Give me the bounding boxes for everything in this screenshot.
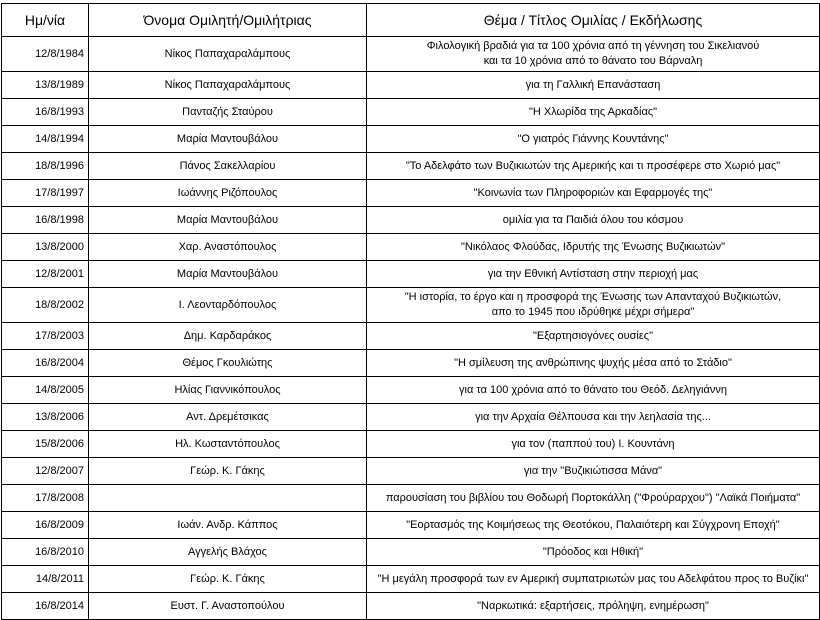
table-row xyxy=(2,458,820,485)
topic-cell xyxy=(367,99,820,126)
speaker-cell: Μαρία Μαντουβάλου xyxy=(89,207,367,234)
date-cell: 16/8/2014 xyxy=(2,593,89,620)
topic-cell xyxy=(367,126,820,153)
topic-cell xyxy=(367,153,820,180)
topic-cell xyxy=(367,288,820,323)
table-body xyxy=(2,37,820,620)
date-cell: 17/8/1997 xyxy=(2,180,89,207)
date-cell: 12/8/1984 xyxy=(2,37,89,72)
date-cell: 17/8/2003 xyxy=(2,323,89,350)
date-cell: 16/8/2009 xyxy=(2,512,89,539)
speaker-cell: Πανταζής Σταύρου xyxy=(89,99,367,126)
date-cell: 16/8/2010 xyxy=(2,539,89,566)
topic-line: "Ο γιατρός Γιάννης Κουντάνης" xyxy=(517,132,669,145)
speaker-column-header: Όνομα Ομιλητή/Ομιλήτριας xyxy=(89,4,367,37)
table-row xyxy=(2,377,820,404)
table-row xyxy=(2,512,820,539)
table-row xyxy=(2,153,820,180)
date-column-header: Ημ/νία xyxy=(2,4,89,37)
date-cell: 12/8/2001 xyxy=(2,261,89,288)
date-cell: 13/8/2000 xyxy=(2,234,89,261)
header-row xyxy=(2,4,820,37)
date-cell: 14/8/2011 xyxy=(2,566,89,593)
table-row xyxy=(2,37,820,72)
speaker-cell: Ηλίας Γιαννικόπουλος xyxy=(89,377,367,404)
topic-line: "Εξαρτησιογόνες ουσίες" xyxy=(532,329,653,342)
topic-line: "Εορτασμός της Κοιμήσεως της Θεοτόκου, Παλαιότερη και Σύγχρονη Εποχή" xyxy=(406,518,780,531)
table-row xyxy=(2,207,820,234)
topic-line: "Η ιστορία, το έργο και η προσφορά της Ένωσης των Απανταχού Βυζικιωτών, xyxy=(404,291,782,303)
speaker-cell: Ιωάν. Ανδρ. Κάππος xyxy=(89,512,367,539)
topic-cell xyxy=(367,377,820,404)
topic-line: για τα 100 χρόνια από το θάνατο του Θεόδ. Δεληγιάννη xyxy=(459,383,727,396)
topic-cell xyxy=(367,180,820,207)
topic-cell xyxy=(367,431,820,458)
speaker-cell: Ι. Λεονταρδόπουλος xyxy=(89,288,367,323)
speaker-cell: Χαρ. Αναστόπουλος xyxy=(89,234,367,261)
date-cell: 16/8/2004 xyxy=(2,350,89,377)
topic-cell xyxy=(367,404,820,431)
topic-cell xyxy=(367,566,820,593)
topic-line: για τον (παππού του) Ι. Κουντάνη xyxy=(511,437,675,450)
topic-cell xyxy=(367,593,820,620)
speaker-cell: Πάνος Σακελλαρίου xyxy=(89,153,367,180)
date-cell: 16/8/1998 xyxy=(2,207,89,234)
topic-line: "Η μεγάλη προσφορά των εν Αμερική συμπατριωτών μας του Αδελφάτου προς το Βυζίκι" xyxy=(377,572,809,585)
topic-line: Φιλολογική βραδιά για τα 100 χρόνια από τη γέννηση του Σικελιανού xyxy=(426,40,760,52)
speaker-cell: Αντ. Δρεμέτσικας xyxy=(89,404,367,431)
date-cell: 12/8/2007 xyxy=(2,458,89,485)
topic-cell xyxy=(367,485,820,512)
topic-cell xyxy=(367,350,820,377)
topic-line: για την Εθνική Αντίσταση στην περιοχή μας xyxy=(487,267,699,280)
lectures-table xyxy=(1,3,820,620)
table-row xyxy=(2,431,820,458)
date-cell: 18/8/2002 xyxy=(2,288,89,323)
topic-line: για την Αρχαία Θέλπουσα και την λεηλασία της... xyxy=(475,410,711,423)
speaker-cell xyxy=(89,485,367,512)
table-row xyxy=(2,72,820,99)
table-row xyxy=(2,288,820,323)
date-cell: 14/8/2005 xyxy=(2,377,89,404)
topic-line-2: και τα 10 χρόνια από το θάνατο του Βάρναλη xyxy=(483,55,703,67)
topic-cell xyxy=(367,539,820,566)
date-cell: 15/8/2006 xyxy=(2,431,89,458)
date-cell: 18/8/1996 xyxy=(2,153,89,180)
table-row xyxy=(2,539,820,566)
topic-line-2: απο το 1945 που ιδρύθηκε μέχρι σήμερα" xyxy=(491,306,695,318)
date-cell: 14/8/1994 xyxy=(2,126,89,153)
topic-line: για τη Γαλλική Επανάσταση xyxy=(525,78,661,91)
table-row xyxy=(2,261,820,288)
date-cell: 13/8/1989 xyxy=(2,72,89,99)
topic-line: "Ναρκωτικά: εξαρτήσεις, πρόληψη, ενημέρωση" xyxy=(477,599,709,612)
topic-cell xyxy=(367,72,820,99)
table-row xyxy=(2,126,820,153)
date-cell: 13/8/2006 xyxy=(2,404,89,431)
speaker-cell: Αγγελής Βλάχος xyxy=(89,539,367,566)
date-cell: 16/8/1993 xyxy=(2,99,89,126)
topic-line: "Το Αδελφάτο των Βυζικιωτών της Αμερικής και τι προσέφερε στο Χωριό μας" xyxy=(405,159,781,172)
table-row xyxy=(2,234,820,261)
topic-cell xyxy=(367,323,820,350)
topic-line: "Κοινωνία των Πληροφοριών και Εφαρμογές της" xyxy=(473,186,713,199)
table-row xyxy=(2,180,820,207)
topic-cell xyxy=(367,512,820,539)
topic-line: για την "Βυζικιώτισσα Μάνα" xyxy=(523,464,663,477)
speaker-cell: Θέμος Γκουλιώτης xyxy=(89,350,367,377)
topic-line: "Πρόοδος και Ηθική" xyxy=(542,545,644,558)
table-row xyxy=(2,350,820,377)
topic-cell xyxy=(367,207,820,234)
topic-cell xyxy=(367,261,820,288)
topic-column-header: Θέμα / Τίτλος Ομιλίας / Εκδήλωσης xyxy=(367,4,820,37)
table-row xyxy=(2,99,820,126)
table-row xyxy=(2,323,820,350)
table-row xyxy=(2,404,820,431)
topic-line: "Η σμίλευση της ανθρώπινης ψυχής μέσα από το Στάδιο" xyxy=(454,356,732,369)
table-row xyxy=(2,593,820,620)
speaker-cell: Ηλ. Κωσταντόπουλος xyxy=(89,431,367,458)
topic-line: "Νικόλαος Φλούδας, Ιδρυτής της Ένωσης Βυζικιωτών" xyxy=(461,240,725,253)
topic-cell xyxy=(367,37,820,72)
topic-cell xyxy=(367,458,820,485)
topic-cell xyxy=(367,234,820,261)
topic-line: παρουσίαση του βιβλίου του Θοδωρή Πορτοκάλλη ("Φρούραρχου") "Λαϊκά Ποιήματα" xyxy=(385,491,801,504)
speaker-cell: Γεώρ. Κ. Γάκης xyxy=(89,458,367,485)
speaker-cell: Ιωάννης Ριζόπουλος xyxy=(89,180,367,207)
topic-line: "Η Χλωρίδα της Αρκαδίας" xyxy=(528,105,658,118)
speaker-cell: Γεώρ. Κ. Γάκης xyxy=(89,566,367,593)
speaker-cell: Μαρία Μαντουβάλου xyxy=(89,126,367,153)
topic-line: ομιλία για τα Παιδιά όλου του κόσμου xyxy=(502,213,684,226)
speaker-cell: Νίκος Παπαχαραλάμπους xyxy=(89,72,367,99)
table-row xyxy=(2,566,820,593)
date-cell: 17/8/2008 xyxy=(2,485,89,512)
table-row xyxy=(2,485,820,512)
speaker-cell: Ευστ. Γ. Αναστοπούλου xyxy=(89,593,367,620)
speaker-cell: Δημ. Καρδαράκος xyxy=(89,323,367,350)
speaker-cell: Μαρία Μαντουβάλου xyxy=(89,261,367,288)
speaker-cell: Νίκος Παπαχαραλάμπους xyxy=(89,37,367,72)
